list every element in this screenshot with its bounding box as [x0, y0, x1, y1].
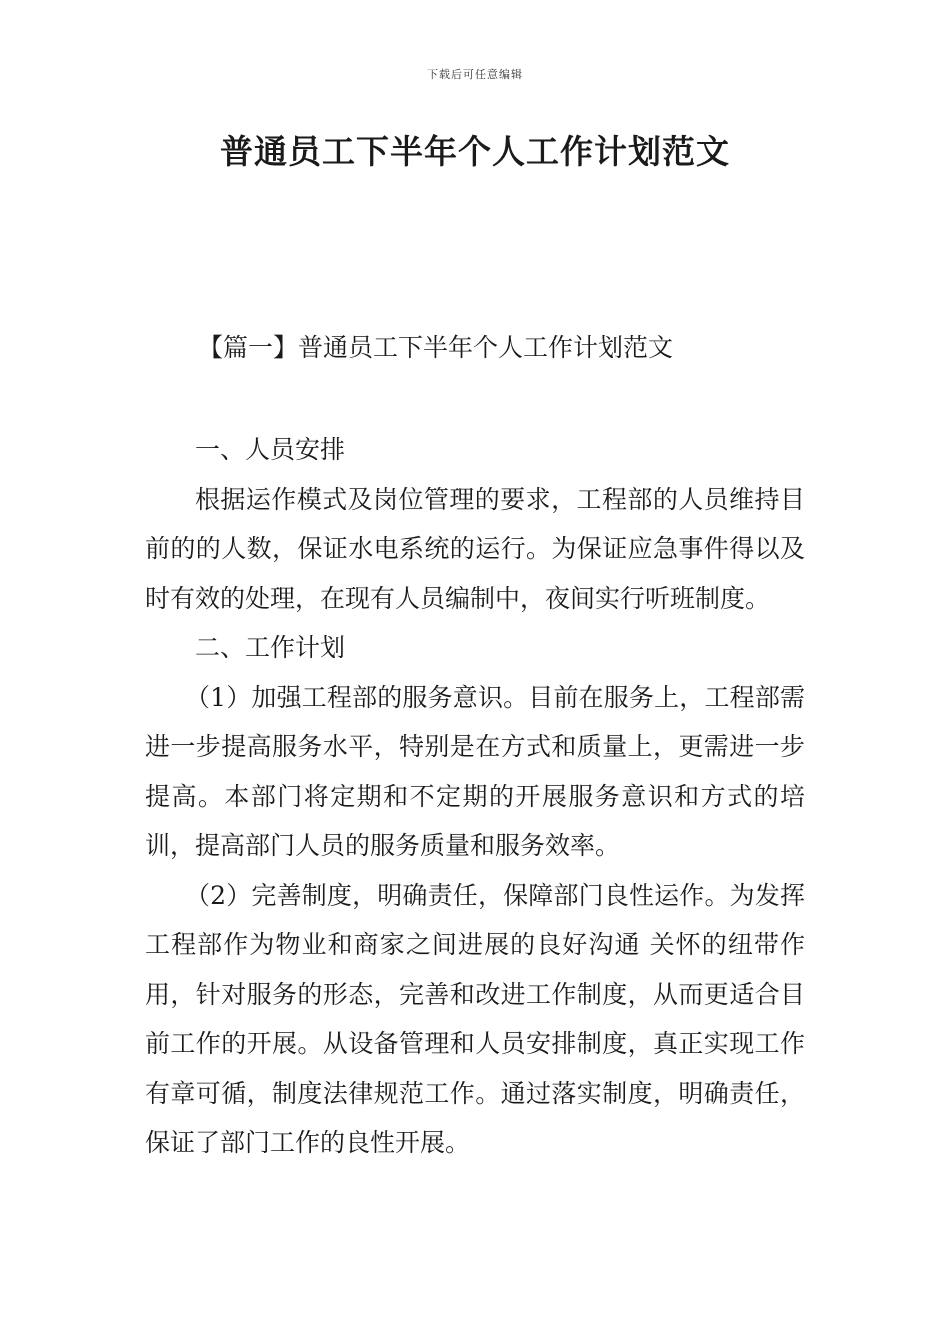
document-title: 普通员工下半年个人工作计划范文 — [220, 132, 730, 171]
heading-staffing: 一、人员安排 — [195, 435, 346, 464]
paragraph-plan-item-1: （1）加强工程部的服务意识。目前在服务上，工程部需进一步提高服务水平，特别是在方式和质量上，更需进一步提高。本部门将定期和不定期的开展服务意识和方式的培训，提高部门人员的服务质量和服务效率。 — [145, 682, 805, 860]
paragraph-staffing: 根据运作模式及岗位管理的要求，工程部的人员维持目前的的人数，保证水电系统的运行。为保证应急事件得以及时有效的处理，在现有人员编制中，夜间实行听班制度。 — [145, 484, 805, 613]
document-body — [145, 425, 805, 1168]
section-heading: 【篇一】普通员工下半年个人工作计划范文 — [198, 333, 674, 362]
heading-work-plan: 二、工作计划 — [195, 633, 346, 662]
download-note: 下载后可任意编辑 — [427, 68, 523, 81]
paragraph-plan-item-2: （2）完善制度，明确责任，保障部门良性运作。为发挥工程部作为物业和商家之间进展的良好沟通 关怀的纽带作用，针对服务的形态，完善和改进工作制度，从而更适合目前工作的开展。从设备管理和人员安排制度，真正实现工作有章可循，制度法律规范工作。通过落实制度，明确责任，保证了部门工作的良性开展。 — [145, 880, 805, 1157]
